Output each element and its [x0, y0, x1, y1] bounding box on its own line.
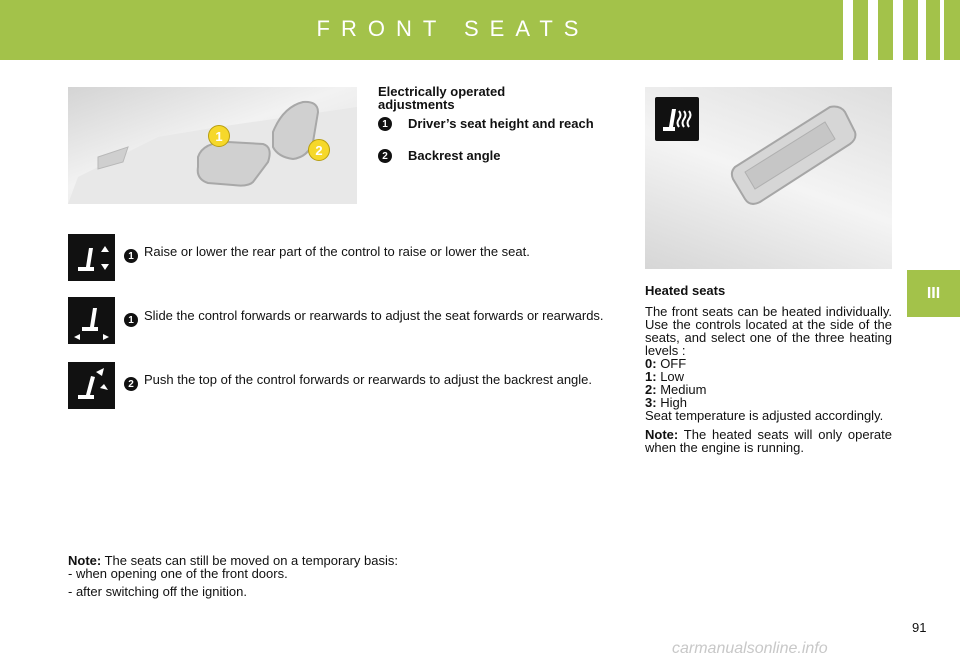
heat-level-key: 0: [645, 356, 657, 371]
backrest-icon [68, 362, 115, 409]
section-tab[interactable]: III [907, 270, 960, 317]
heated-seats-note [645, 428, 892, 454]
instruction-text: Push the top of the control forwards or rearwards to adjust the backrest angle. [144, 372, 593, 387]
seat-heating-icon [655, 97, 699, 141]
heated-seats-intro: The front seats can be heated individually. Use the controls located at the side of the seats, and select one of the three heating levels : [645, 304, 892, 358]
heated-seats-title: Heated seats [645, 283, 726, 298]
note-item: - after switching off the ignition. [68, 584, 247, 599]
heated-seats-after: Seat temperature is adjusted accordingly. [645, 408, 884, 423]
heated-seats-section [645, 284, 892, 454]
note-item: - when opening one of the front doors. [68, 566, 288, 581]
header-stripe [893, 0, 903, 60]
seat-height-icon [68, 234, 115, 281]
heat-level-value: OFF [660, 356, 687, 371]
header-stripe [843, 0, 853, 60]
adjustments-heading: Electrically operated adjustments [378, 84, 506, 112]
callout-badge: 2 [308, 139, 330, 161]
seat-slide-icon [68, 297, 115, 344]
number-badge: 1 [124, 249, 138, 263]
adjustment-label: Backrest angle [408, 148, 501, 163]
header-stripe [940, 0, 944, 60]
heat-level-key: 3: [645, 395, 657, 410]
note-text: The seats can still be moved on a temporary basis: [104, 553, 398, 568]
number-badge: 2 [378, 149, 392, 163]
header-stripe [868, 0, 878, 60]
watermark[interactable]: carmanualsonline.info [672, 640, 828, 657]
number-badge: 2 [124, 377, 138, 391]
bottom-note [68, 554, 538, 603]
adjustment-label: Driver’s seat height and reach [408, 116, 594, 131]
heated-seat-photo [645, 87, 892, 269]
note-label: Note: [68, 553, 102, 568]
page-number: 91 [912, 620, 927, 635]
header-stripe [918, 0, 926, 60]
seat-controls-photo [68, 87, 357, 204]
callout-badge: 1 [208, 125, 230, 147]
number-badge: 1 [378, 117, 392, 131]
heat-level-key: 2: [645, 382, 657, 397]
note-text: The heated seats will only operate when the engine is running. [645, 427, 892, 455]
instruction-text: Slide the control forwards or rearwards to adjust the seat forwards or rearwards. [144, 308, 604, 323]
page-title: FRONT SEATS [316, 16, 590, 41]
instruction-text: Raise or lower the rear part of the control to raise or lower the seat. [144, 244, 530, 259]
number-badge: 1 [124, 313, 138, 327]
heat-level-value: High [660, 395, 687, 410]
heat-level-value: Low [660, 369, 685, 384]
note-label: Note: [645, 427, 679, 442]
heat-level-value: Medium [660, 382, 707, 397]
heat-level-key: 1: [645, 369, 657, 384]
page-header [0, 0, 960, 60]
